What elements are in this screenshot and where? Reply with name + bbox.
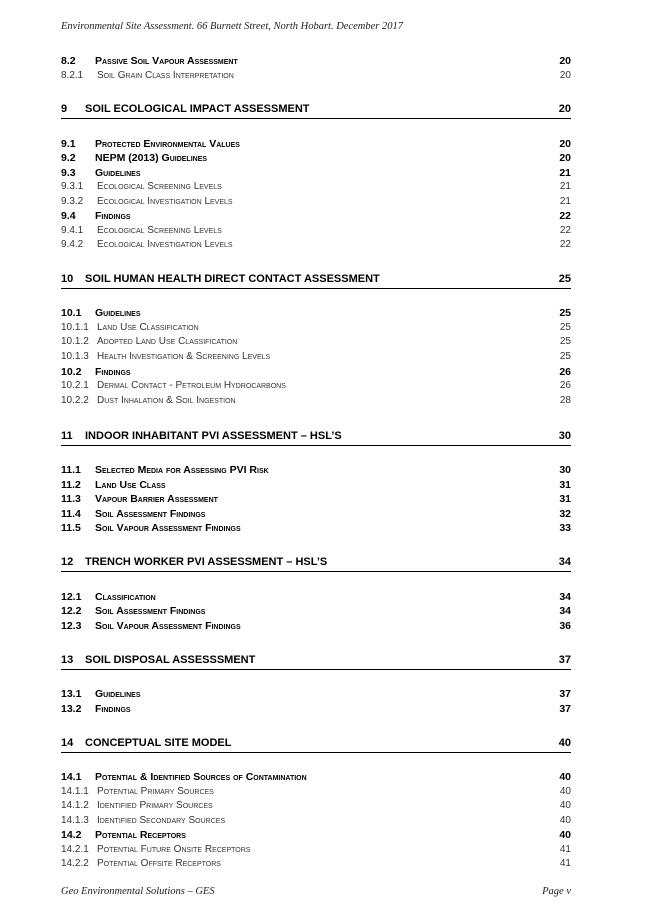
toc-title: INDOOR INHABITANT PVI ASSESSMENT – HSL’S bbox=[85, 430, 342, 442]
toc-number: 9.3.2 bbox=[61, 196, 84, 207]
toc-number: 9.3 bbox=[61, 167, 76, 179]
toc-entry[interactable] bbox=[61, 507, 571, 521]
toc-title: Potential Receptors bbox=[95, 829, 186, 841]
toc-page: 34 bbox=[558, 556, 571, 568]
toc-page: 20 bbox=[559, 55, 571, 67]
toc-number: 14.1.1 bbox=[61, 786, 89, 797]
toc-title: Ecological Screening Levels bbox=[97, 225, 222, 236]
toc-entry[interactable] bbox=[61, 54, 571, 68]
toc-entry[interactable] bbox=[61, 521, 571, 535]
toc-page: 40 bbox=[559, 815, 571, 826]
toc-page: 40 bbox=[559, 786, 571, 797]
toc-entry[interactable] bbox=[61, 224, 571, 238]
toc-title: Land Use Class bbox=[95, 479, 166, 491]
toc-entry[interactable] bbox=[61, 379, 571, 393]
toc-entry[interactable] bbox=[61, 365, 571, 379]
toc-page: 20 bbox=[558, 103, 571, 115]
toc-page: 20 bbox=[559, 70, 571, 81]
toc-title: Land Use Classification bbox=[97, 322, 199, 333]
toc-page: 34 bbox=[559, 605, 571, 617]
toc-number: 11.2 bbox=[61, 479, 81, 491]
toc-entry[interactable] bbox=[61, 463, 571, 477]
toc-title: SOIL HUMAN HEALTH DIRECT CONTACT ASSESSMENT bbox=[85, 273, 380, 285]
toc-number: 11.4 bbox=[61, 508, 81, 520]
toc-page: 20 bbox=[559, 138, 571, 150]
toc-title: Soil Vapour Assessment Findings bbox=[95, 620, 241, 632]
toc-page: 30 bbox=[558, 430, 571, 442]
toc-chapter[interactable] bbox=[61, 736, 571, 753]
toc-number: 9.4 bbox=[61, 210, 76, 222]
toc-title: Selected Media for Assessing PVI Risk bbox=[95, 464, 269, 476]
toc-title: Identified Primary Sources bbox=[97, 800, 213, 811]
toc-page: 25 bbox=[559, 351, 571, 362]
toc-entry[interactable] bbox=[61, 69, 571, 83]
toc-entry[interactable] bbox=[61, 350, 571, 364]
toc-number: 14.1 bbox=[61, 771, 82, 783]
toc-number: 9.1 bbox=[61, 138, 76, 150]
toc-page: 32 bbox=[559, 508, 571, 520]
toc-entry[interactable] bbox=[61, 785, 571, 799]
toc-page: 26 bbox=[559, 366, 571, 378]
toc-entry[interactable] bbox=[61, 238, 571, 252]
toc-title: Findings bbox=[95, 210, 131, 222]
toc-page: 34 bbox=[559, 591, 571, 603]
toc-page: 37 bbox=[559, 688, 571, 700]
toc-number: 13.2 bbox=[61, 703, 82, 715]
toc-page: 40 bbox=[558, 737, 571, 749]
toc-number: 11.1 bbox=[61, 464, 81, 476]
toc-title: Dust Inhalation & Soil Ingestion bbox=[97, 395, 236, 406]
page-number: Page v bbox=[542, 886, 571, 897]
toc-number: 10.1.2 bbox=[61, 336, 89, 347]
toc-entry[interactable] bbox=[61, 590, 571, 604]
toc-entry[interactable] bbox=[61, 180, 571, 194]
toc-entry[interactable] bbox=[61, 166, 571, 180]
toc-number: 12.2 bbox=[61, 605, 82, 617]
toc-title: SOIL ECOLOGICAL IMPACT ASSESSMENT bbox=[85, 103, 310, 115]
toc-title: Ecological Screening Levels bbox=[97, 181, 222, 192]
toc-page: 31 bbox=[559, 493, 571, 505]
toc-number: 10 bbox=[61, 273, 74, 285]
toc-number: 12.3 bbox=[61, 620, 82, 632]
toc-number: 12 bbox=[61, 556, 74, 568]
toc-title: Ecological Investigation Levels bbox=[97, 196, 233, 207]
toc-title: Soil Assessment Findings bbox=[95, 508, 206, 520]
toc-title: Dermal Contact - Petroleum Hydrocarbons bbox=[97, 380, 286, 391]
toc-number: 9.4.2 bbox=[61, 239, 84, 250]
toc-title: Findings bbox=[95, 366, 131, 378]
toc-entry[interactable] bbox=[61, 770, 571, 784]
toc-number: 10.1.1 bbox=[61, 322, 89, 333]
toc-page: 41 bbox=[559, 858, 571, 869]
toc-number: 12.1 bbox=[61, 591, 82, 603]
toc-chapter[interactable] bbox=[61, 429, 571, 446]
toc-entry[interactable] bbox=[61, 857, 571, 871]
toc-title: Health Investigation & Screening Levels bbox=[97, 351, 271, 362]
toc-chapter[interactable] bbox=[61, 102, 571, 119]
toc-entry[interactable] bbox=[61, 604, 571, 618]
toc-page: 21 bbox=[559, 181, 571, 192]
toc-page: 37 bbox=[558, 654, 571, 666]
toc-title: Soil Assessment Findings bbox=[95, 605, 206, 617]
toc-number: 11 bbox=[61, 430, 73, 442]
toc-title: CONCEPTUAL SITE MODEL bbox=[85, 737, 232, 749]
toc-page: 20 bbox=[559, 152, 571, 164]
toc-entry[interactable] bbox=[61, 137, 571, 151]
toc-title: NEPM (2013) Guidelines bbox=[95, 152, 208, 164]
toc-page: 25 bbox=[559, 336, 571, 347]
toc-number: 13 bbox=[61, 654, 74, 666]
toc-entry[interactable] bbox=[61, 619, 571, 633]
toc-number: 10.2.1 bbox=[61, 380, 89, 391]
toc-number: 14.1.3 bbox=[61, 815, 89, 826]
toc-page: 28 bbox=[559, 395, 571, 406]
toc-title: Findings bbox=[95, 703, 131, 715]
toc-page: 26 bbox=[559, 380, 571, 391]
toc-entry[interactable] bbox=[61, 799, 571, 813]
toc-page: 30 bbox=[559, 464, 571, 476]
toc-chapter[interactable] bbox=[61, 272, 571, 289]
toc-number: 10.2 bbox=[61, 366, 82, 378]
toc-entry[interactable] bbox=[61, 151, 571, 165]
toc-title: Identified Secondary Sources bbox=[97, 815, 226, 826]
toc-page: 21 bbox=[559, 167, 571, 179]
toc-title: Guidelines bbox=[95, 167, 141, 179]
toc-page: 25 bbox=[559, 307, 571, 319]
toc-entry[interactable] bbox=[61, 306, 571, 320]
toc-entry[interactable] bbox=[61, 843, 571, 857]
toc-page: 22 bbox=[559, 239, 571, 250]
toc-chapter[interactable] bbox=[61, 555, 571, 572]
page-header: Environmental Site Assessment. 66 Burnett Street, North Hobart. December 2017 bbox=[61, 21, 403, 32]
toc-page: 25 bbox=[559, 322, 571, 333]
toc-title: Classification bbox=[95, 591, 156, 603]
toc-number: 14.1.2 bbox=[61, 800, 89, 811]
toc-title: Soil Grain Class Interpretation bbox=[97, 70, 234, 81]
toc-page: 37 bbox=[559, 703, 571, 715]
toc-chapter[interactable] bbox=[61, 653, 571, 670]
toc-title: TRENCH WORKER PVI ASSESSMENT – HSL’S bbox=[85, 556, 328, 568]
toc-entry[interactable] bbox=[61, 195, 571, 209]
toc-page: 40 bbox=[559, 800, 571, 811]
toc-title: Potential & Identified Sources of Contamination bbox=[95, 771, 307, 783]
toc-page: 21 bbox=[559, 196, 571, 207]
toc-title: SOIL DISPOSAL ASSESSSMENT bbox=[85, 654, 256, 666]
toc-entry[interactable] bbox=[61, 814, 571, 828]
toc-page: 22 bbox=[559, 225, 571, 236]
toc-page: 22 bbox=[559, 210, 571, 222]
toc-title: Guidelines bbox=[95, 307, 141, 319]
toc-number: 14.2.2 bbox=[61, 858, 89, 869]
toc-title: Potential Primary Sources bbox=[97, 786, 214, 797]
toc-number: 8.2 bbox=[61, 55, 76, 67]
toc-number: 10.1.3 bbox=[61, 351, 89, 362]
toc-entry[interactable] bbox=[61, 209, 571, 223]
toc-entry[interactable] bbox=[61, 702, 571, 716]
toc-page: 36 bbox=[559, 620, 571, 632]
toc-page: 33 bbox=[559, 522, 571, 534]
toc-entry[interactable] bbox=[61, 335, 571, 349]
page-footer: Geo Environmental Solutions – GES bbox=[61, 886, 215, 897]
toc-title: Ecological Investigation Levels bbox=[97, 239, 233, 250]
toc-entry[interactable] bbox=[61, 394, 571, 408]
toc-number: 10.2.2 bbox=[61, 395, 89, 406]
toc-title: Adopted Land Use Classification bbox=[97, 336, 238, 347]
toc-number: 11.3 bbox=[61, 493, 81, 505]
toc-entry[interactable] bbox=[61, 321, 571, 335]
toc-page: 25 bbox=[558, 273, 571, 285]
toc-number: 11.5 bbox=[61, 522, 81, 534]
toc-title: Potential Future Onsite Receptors bbox=[97, 844, 251, 855]
toc-title: Soil Vapour Assessment Findings bbox=[95, 522, 241, 534]
toc-title: Guidelines bbox=[95, 688, 141, 700]
toc-number: 10.1 bbox=[61, 307, 82, 319]
toc-number: 13.1 bbox=[61, 688, 82, 700]
toc-entry[interactable] bbox=[61, 492, 571, 506]
toc-entry[interactable] bbox=[61, 828, 571, 842]
toc-number: 9.4.1 bbox=[61, 225, 84, 236]
toc-title: Vapour Barrier Assessment bbox=[95, 493, 218, 505]
toc-entry[interactable] bbox=[61, 478, 571, 492]
toc-title: Potential Offsite Receptors bbox=[97, 858, 221, 869]
toc-title: Protected Environmental Values bbox=[95, 138, 240, 150]
toc-title: Passive Soil Vapour Assessment bbox=[95, 55, 238, 67]
toc-number: 9 bbox=[61, 103, 68, 115]
toc-number: 14 bbox=[61, 737, 74, 749]
toc-page: 41 bbox=[559, 844, 571, 855]
toc-number: 14.2.1 bbox=[61, 844, 89, 855]
toc-number: 9.2 bbox=[61, 152, 76, 164]
toc-entry[interactable] bbox=[61, 687, 571, 701]
toc-number: 9.3.1 bbox=[61, 181, 84, 192]
toc-page: 40 bbox=[559, 829, 571, 841]
toc-number: 8.2.1 bbox=[61, 70, 84, 81]
toc-number: 14.2 bbox=[61, 829, 82, 841]
toc-page: 40 bbox=[559, 771, 571, 783]
toc-page: 31 bbox=[559, 479, 571, 491]
